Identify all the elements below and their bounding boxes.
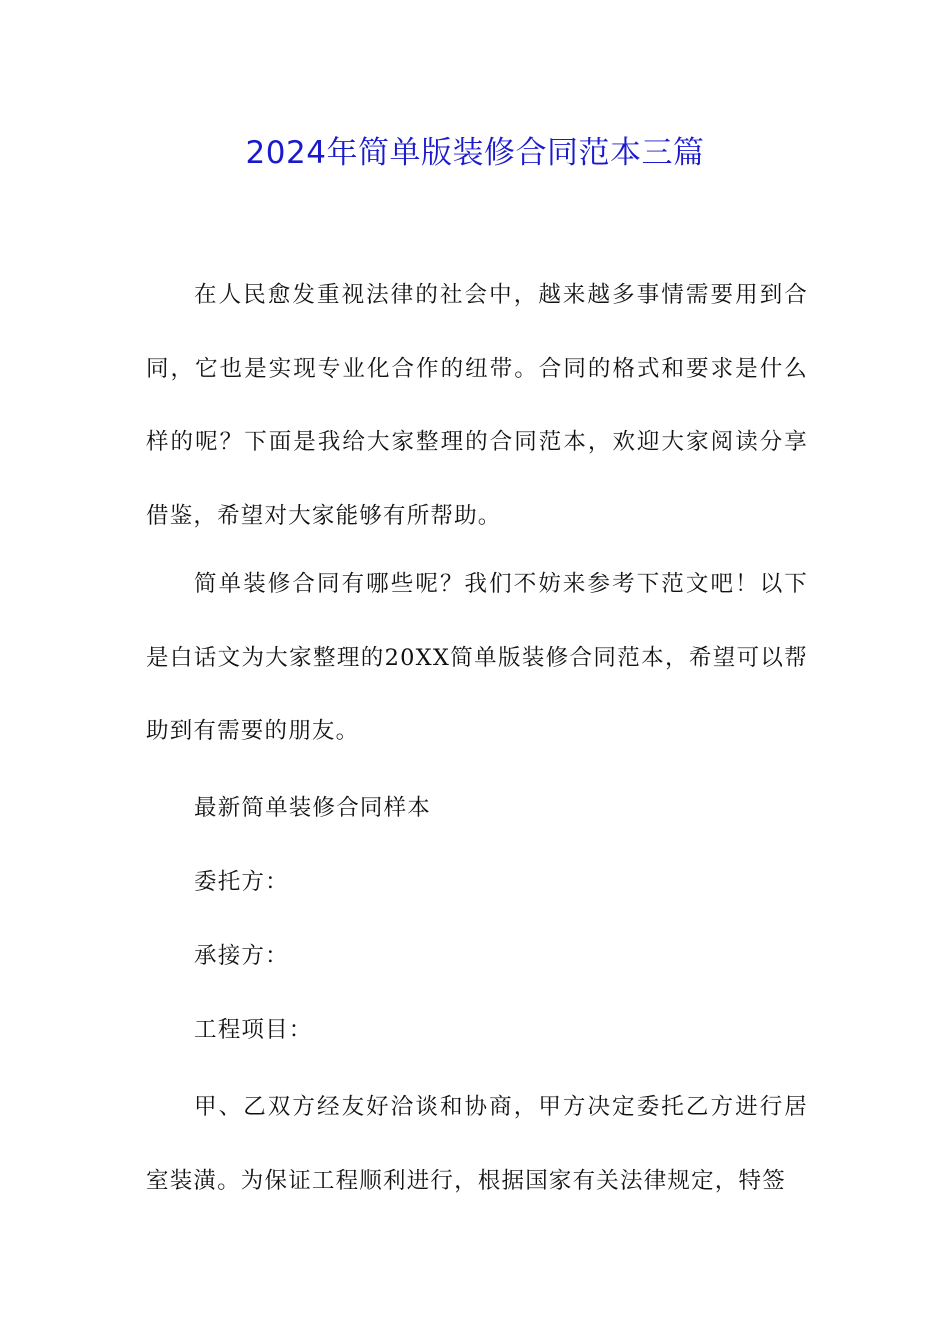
intro-paragraph: 在人民愈发重视法律的社会中，越来越多事情需要用到合同，它也是实现专业化合作的纽带。合同的格式和要求是什么样的呢？下面是我给大家整理的合同范本，欢迎大家阅读分享借鉴，希望对大家能够有所帮助。 — [146, 282, 808, 529]
contractor-field-label: 承接方： — [194, 943, 289, 969]
document-title: 2024年简单版装修合同范本三篇 — [245, 135, 705, 171]
project-field-label: 工程项目： — [194, 1017, 313, 1043]
intro-paragraph-2: 简单装修合同有哪些呢？我们不妨来参考下范文吧！以下是白话文为大家整理的20XX简单版装修合同范本，希望可以帮助到有需要的朋友。 — [146, 571, 808, 744]
sample-heading: 最新简单装修合同样本 — [194, 795, 432, 821]
client-field-label: 委托方： — [194, 869, 289, 895]
closing-paragraph: 甲、乙双方经友好洽谈和协商，甲方决定委托乙方进行居室装潢。为保证工程顺利进行，根据国家有关法律规定，特签 — [146, 1094, 808, 1194]
